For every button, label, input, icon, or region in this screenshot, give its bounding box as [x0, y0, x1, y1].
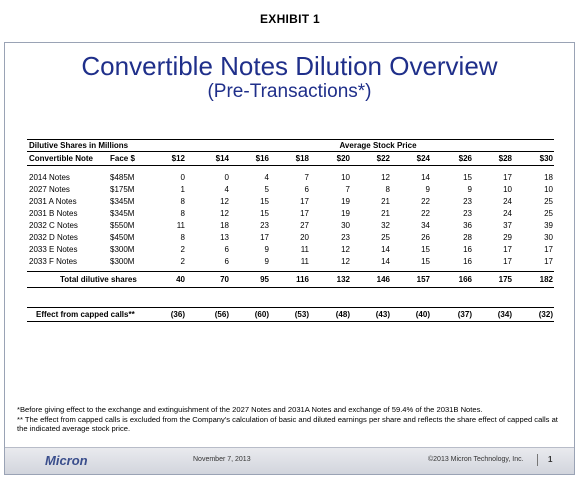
table-row	[27, 196, 554, 208]
total-cell: 146	[376, 275, 390, 284]
dilutive-shares-cell: 8	[180, 209, 185, 218]
capped-cell: (40)	[415, 310, 430, 319]
price-col-header: $22	[376, 154, 390, 163]
dilutive-shares-cell: 36	[463, 221, 472, 230]
dilutive-shares-cell: 15	[260, 197, 269, 206]
footnote-1: *Before giving effect to the exchange and extinguishment of the 2027 Notes and 2031A Notes and exchange of 59.4% of the 2031B Notes.	[17, 405, 483, 414]
capped-cell: (34)	[497, 310, 512, 319]
dilutive-shares-cell: 17	[300, 197, 309, 206]
face-value: $485M	[110, 173, 135, 182]
dilutive-shares-cell: 28	[463, 233, 472, 242]
dilutive-shares-cell: 26	[421, 233, 430, 242]
dilutive-shares-cell: 32	[381, 221, 390, 230]
dilutive-shares-cell: 29	[503, 233, 512, 242]
dilutive-shares-cell: 7	[304, 173, 309, 182]
price-header: Average Stock Price	[339, 141, 417, 150]
dilutive-shares-cell: 23	[463, 197, 472, 206]
table-header-row-1	[27, 139, 554, 152]
price-col-header: $20	[336, 154, 350, 163]
dilutive-shares-cell: 30	[544, 233, 553, 242]
capped-cell: (48)	[335, 310, 350, 319]
table-caption: Dilutive Shares in Millions	[29, 141, 129, 150]
note-label: 2031 A Notes	[29, 197, 77, 206]
dilutive-shares-cell: 23	[260, 221, 269, 230]
capped-cell: (36)	[170, 310, 185, 319]
dilutive-shares-cell: 39	[544, 221, 553, 230]
face-value: $345M	[110, 209, 135, 218]
price-col-header: $28	[498, 154, 512, 163]
note-label: 2032 D Notes	[29, 233, 78, 242]
dilutive-shares-cell: 25	[544, 197, 553, 206]
dilutive-shares-cell: 22	[421, 209, 430, 218]
dilutive-shares-cell: 6	[224, 257, 229, 266]
price-col-header: $26	[458, 154, 472, 163]
note-label: 2027 Notes	[29, 185, 70, 194]
total-cell: 70	[220, 275, 229, 284]
table-row	[27, 244, 554, 256]
face-value: $550M	[110, 221, 135, 230]
dilutive-shares-cell: 17	[503, 257, 512, 266]
note-label: 2032 C Notes	[29, 221, 78, 230]
dilutive-shares-cell: 20	[300, 233, 309, 242]
dilutive-shares-cell: 27	[300, 221, 309, 230]
dilutive-shares-cell: 12	[220, 209, 229, 218]
total-cell: 116	[296, 275, 309, 284]
dilutive-shares-cell: 37	[503, 221, 512, 230]
note-label: 2033 E Notes	[29, 245, 78, 254]
dilutive-shares-cell: 15	[421, 245, 430, 254]
micron-logo: Micron	[45, 453, 88, 468]
dilutive-shares-cell: 13	[220, 233, 229, 242]
exhibit-label: EXHIBIT 1	[259, 12, 321, 26]
total-cell: 175	[498, 275, 512, 284]
dilutive-shares-cell: 0	[180, 173, 185, 182]
dilutive-shares-cell: 11	[300, 257, 309, 266]
dilutive-shares-cell: 19	[341, 209, 350, 218]
dilutive-shares-cell: 17	[503, 173, 512, 182]
dilutive-shares-cell: 9	[425, 185, 430, 194]
footnote-2: ** The effect from capped calls is excluded from the Company's calculation of basic and diluted earnings per share and reflects the share effect of capped calls at the indicated average stock price.	[17, 414, 558, 433]
col-header-note: Convertible Note	[29, 154, 94, 163]
face-value: $300M	[110, 245, 135, 254]
total-cell: 157	[416, 275, 430, 284]
col-header-face: Face $	[110, 154, 135, 163]
footnotes	[17, 405, 565, 434]
dilutive-shares-cell: 17	[260, 233, 269, 242]
dilutive-shares-cell: 24	[503, 197, 512, 206]
page-number: 1	[548, 455, 553, 464]
dilutive-shares-cell: 12	[341, 257, 350, 266]
capped-cell: (60)	[254, 310, 269, 319]
total-cell: 95	[260, 275, 269, 284]
dilutive-shares-cell: 9	[264, 245, 269, 254]
table-header-row-2	[27, 152, 554, 166]
footer-copyright: ©2013 Micron Technology, Inc.	[428, 456, 524, 463]
face-value: $345M	[110, 197, 135, 206]
dilutive-shares-cell: 18	[220, 221, 229, 230]
total-cell: 166	[458, 275, 472, 284]
dilutive-shares-cell: 6	[224, 245, 229, 254]
table-row	[27, 208, 554, 220]
dilutive-shares-cell: 2	[180, 245, 185, 254]
dilutive-shares-cell: 1	[180, 185, 185, 194]
slide-title: Convertible Notes Dilution Overview	[81, 51, 498, 81]
dilutive-shares-cell: 5	[264, 185, 269, 194]
price-col-header: $14	[215, 154, 229, 163]
dilutive-shares-cell: 23	[463, 209, 472, 218]
face-value: $450M	[110, 233, 135, 242]
dilutive-shares-cell: 15	[463, 173, 472, 182]
dilutive-shares-cell: 12	[341, 245, 350, 254]
capped-calls-row	[27, 307, 554, 322]
note-label: 2033 F Notes	[29, 257, 78, 266]
slide-subtitle: (Pre-Transactions*)	[207, 81, 372, 102]
dilutive-shares-cell: 6	[304, 185, 309, 194]
dilutive-shares-cell: 16	[463, 257, 472, 266]
total-cell: 132	[336, 275, 350, 284]
dilutive-shares-cell: 34	[421, 221, 430, 230]
dilutive-shares-cell: 8	[180, 197, 185, 206]
dilutive-shares-cell: 18	[544, 173, 553, 182]
dilutive-shares-cell: 14	[381, 245, 390, 254]
table-row	[27, 220, 554, 232]
total-cell: 40	[176, 275, 185, 284]
dilutive-shares-cell: 17	[544, 257, 553, 266]
price-col-header: $18	[295, 154, 309, 163]
dilutive-shares-cell: 25	[544, 209, 553, 218]
table-row	[27, 172, 554, 184]
dilutive-shares-cell: 8	[385, 185, 390, 194]
dilutive-shares-cell: 17	[544, 245, 553, 254]
dilutive-shares-cell: 10	[341, 173, 350, 182]
dilutive-shares-cell: 10	[503, 185, 512, 194]
dilutive-shares-cell: 30	[341, 221, 350, 230]
dilutive-shares-cell: 0	[224, 173, 229, 182]
dilutive-shares-cell: 8	[180, 233, 185, 242]
table-row	[27, 184, 554, 196]
dilutive-shares-cell: 4	[224, 185, 229, 194]
total-row	[27, 271, 554, 288]
footer-divider	[537, 454, 538, 466]
dilutive-shares-cell: 14	[381, 257, 390, 266]
capped-cell: (37)	[457, 310, 472, 319]
face-value: $300M	[110, 257, 135, 266]
dilutive-shares-cell: 4	[264, 173, 269, 182]
dilutive-shares-cell: 2	[180, 257, 185, 266]
dilutive-shares-cell: 11	[300, 245, 309, 254]
slide	[4, 42, 575, 475]
dilutive-shares-cell: 23	[341, 233, 350, 242]
face-value: $175M	[110, 185, 135, 194]
dilutive-shares-cell: 14	[421, 173, 430, 182]
slide-footer	[5, 447, 574, 474]
dilutive-shares-cell: 12	[381, 173, 390, 182]
note-label: 2031 B Notes	[29, 209, 78, 218]
dilutive-shares-cell: 15	[421, 257, 430, 266]
total-cell: 182	[539, 275, 553, 284]
price-col-header: $12	[171, 154, 185, 163]
footer-date: November 7, 2013	[193, 456, 251, 463]
note-label: 2014 Notes	[29, 173, 70, 182]
total-label: Total dilutive shares	[60, 275, 137, 284]
dilutive-shares-cell: 24	[503, 209, 512, 218]
price-col-header: $30	[539, 154, 553, 163]
dilutive-shares-cell: 11	[176, 221, 185, 230]
dilutive-shares-cell: 10	[544, 185, 553, 194]
capped-cell: (43)	[375, 310, 390, 319]
table-body	[27, 172, 554, 268]
dilution-table	[27, 139, 554, 322]
capped-label: Effect from capped calls**	[36, 310, 135, 319]
table-row	[27, 256, 554, 268]
table-row	[27, 232, 554, 244]
dilutive-shares-cell: 17	[300, 209, 309, 218]
dilutive-shares-cell: 19	[341, 197, 350, 206]
dilutive-shares-cell: 7	[345, 185, 350, 194]
dilutive-shares-cell: 21	[381, 197, 390, 206]
dilutive-shares-cell: 12	[220, 197, 229, 206]
capped-cell: (53)	[294, 310, 309, 319]
dilutive-shares-cell: 16	[463, 245, 472, 254]
dilutive-shares-cell: 17	[503, 245, 512, 254]
dilutive-shares-cell: 22	[421, 197, 430, 206]
dilutive-shares-cell: 21	[381, 209, 390, 218]
dilutive-shares-cell: 15	[260, 209, 269, 218]
dilutive-shares-cell: 9	[467, 185, 472, 194]
capped-cell: (56)	[214, 310, 229, 319]
capped-cell: (32)	[538, 310, 553, 319]
dilutive-shares-cell: 25	[381, 233, 390, 242]
price-col-header: $16	[255, 154, 269, 163]
price-col-header: $24	[416, 154, 430, 163]
dilutive-shares-cell: 9	[264, 257, 269, 266]
